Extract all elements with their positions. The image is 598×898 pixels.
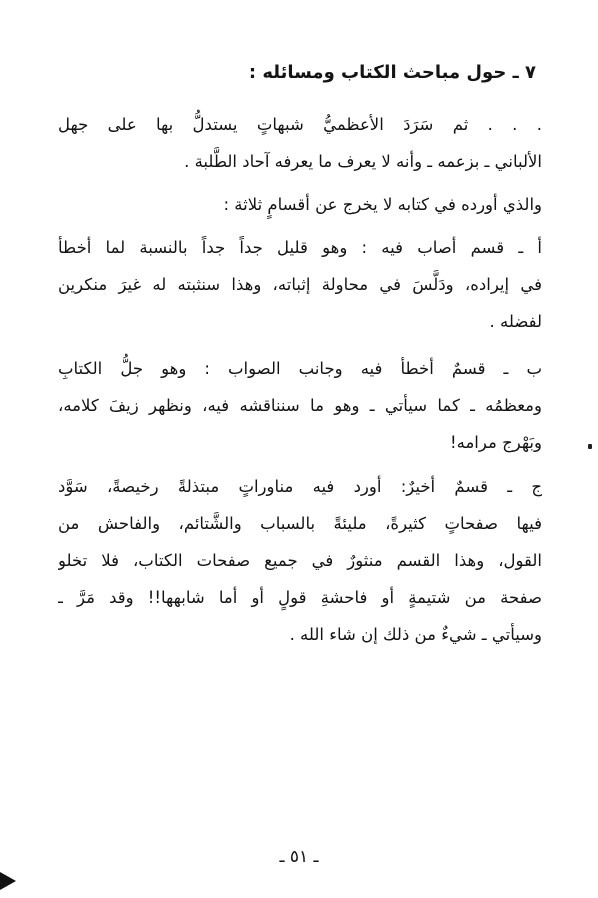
paragraph-intro [58, 106, 542, 180]
paragraph-section-a [58, 229, 542, 340]
text-line: في إيراده، ودَلَّسَ في محاولة إثباته، وهذا سنثبته له غيرَ منكرين [58, 275, 542, 294]
text-line: وبَهْرج مرامه! [450, 433, 542, 452]
section-heading: ٧ ـ حول مباحث الكتاب ومسائله : [248, 62, 536, 83]
scan-corner-mark [0, 872, 16, 890]
paragraph-sections-intro [58, 186, 542, 223]
text-line: . . . ثم سَرَدَ الأعظميُّ شبهاتٍ يستدلُّ بها على جهل [58, 115, 542, 134]
text-line: صفحة من شتيمةٍ أو فاحشةِ قولٍ أو أما شابهها!! وقد مَرَّ ـ [58, 588, 542, 607]
text-line: القول، وهذا القسم منثورٌ في جميع صفحات الكتاب، فلا تخلو [58, 551, 542, 570]
text-line: وسيأتي ـ شيءٌ من ذلك إن شاء الله . [289, 625, 542, 644]
text-line: لفضله . [489, 312, 542, 331]
scan-speck [588, 444, 592, 449]
text-line: فيها صفحاتٍ كثيرةً، مليئةً بالسباب والشَّتائم، والفاحش من [58, 514, 542, 533]
text-line: ومعظمُه ـ كما سيأتي ـ وهو ما سنناقشه فيه، ونظهر زيفَ كلامه، [58, 396, 542, 415]
paragraph-section-b [58, 350, 542, 461]
text-line: الألباني ـ بزعمه ـ وأنه لا يعرف ما يعرفه آحاد الطَّلبة . [184, 152, 542, 171]
text-line: أ ـ قسم أصاب فيه : وهو قليل جداً جداً بالنسبة لما أخطأ [58, 238, 542, 257]
text-line: والذي أورده في كتابه لا يخرج عن أقسامٍ ثلاثة : [223, 195, 542, 214]
text-line: ج ـ قسمٌ أخيرٌ: أورد فيه مناوراتٍ مبتذلةً رخيصةً، سَوَّد [58, 477, 542, 496]
page-number: ـ ٥١ ـ [279, 847, 319, 867]
paragraph-section-c [58, 468, 542, 653]
text-line: ب ـ قسمٌ أخطأ فيه وجانب الصواب : وهو جلُّ الكتابِ [58, 359, 542, 378]
